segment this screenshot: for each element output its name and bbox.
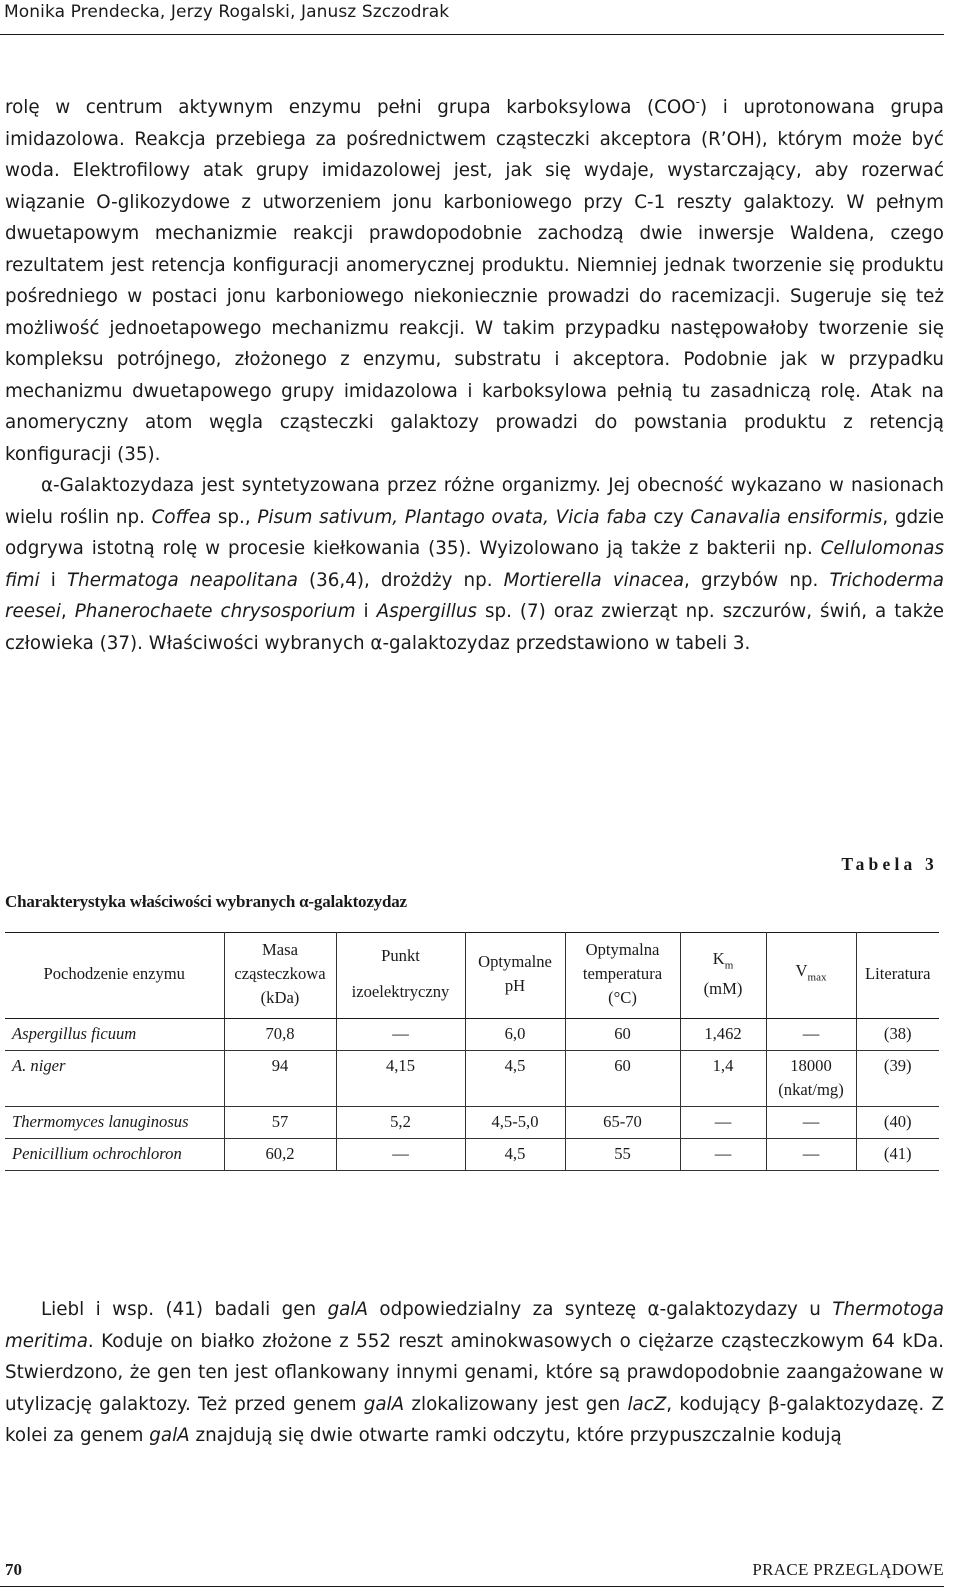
cell-ph	[465, 1139, 565, 1171]
text-run: (36,4), drożdży np.	[297, 569, 504, 591]
text-run: sp. (7) oraz zwierząt np. szczurów, świń, a także człowieka (37). Właściwości wybranych α-galaktozydaz przedstawiono w tabeli 3.	[5, 601, 944, 654]
cell-temp	[565, 1107, 680, 1139]
italic-term: lacZ	[627, 1393, 667, 1415]
cell-origin-value: Thermomyces lanuginosus	[12, 1112, 189, 1131]
text-run: zlokalizowany jest gen	[404, 1393, 628, 1415]
cell-km-value: 1,462	[704, 1024, 742, 1043]
header-km-base: K	[712, 948, 725, 968]
cell-vmax	[766, 1139, 856, 1171]
italic-term: Aspergillus	[376, 601, 477, 623]
text-run: rolę w centrum aktywnym enzymu pełni grupa karboksylowa (COO	[5, 97, 696, 119]
italic-term: Canavalia ensiformis	[690, 506, 883, 528]
text-run: odpowiedzialny za syntezę α-galaktozydazy u	[367, 1299, 833, 1320]
header-mass-line1: Masa	[262, 940, 298, 959]
header-vmax-sub: max	[807, 971, 827, 984]
cell-km-value: —	[714, 1144, 732, 1163]
cell-km-value: —	[714, 1112, 732, 1131]
cell-km	[680, 1051, 766, 1107]
header-ph-line2: pH	[504, 976, 526, 995]
cell-temp-value: 60	[614, 1056, 631, 1075]
italic-term: Trichoderma reesei	[5, 569, 944, 623]
cell-mass-value: 94	[271, 1056, 289, 1075]
galactosidase-table	[5, 932, 939, 1171]
header-pi-line2: izoelektryczny	[351, 982, 450, 1001]
header-vmax	[766, 933, 856, 1019]
cell-vmax-unit: (nkat/mg)	[778, 1080, 844, 1099]
text-run: czy	[646, 506, 691, 528]
header-isoelectric-point	[336, 933, 465, 1019]
cell-vmax-value: —	[802, 1024, 820, 1043]
footer-rule	[0, 1586, 944, 1587]
cell-ref	[856, 1019, 939, 1051]
header-temp-line1: Optymalna	[585, 940, 660, 959]
header-km-unit: (mM)	[703, 979, 743, 999]
header-mass-line3: (kDa)	[260, 988, 300, 1007]
cell-km-value: 1,4	[712, 1056, 734, 1075]
cell-ph	[465, 1107, 565, 1139]
running-head: Monika Prendecka, Jerzy Rogalski, Janusz Szczodrak	[4, 2, 450, 22]
text-run: i	[355, 601, 377, 623]
header-origin: Pochodzenie enzymu	[5, 933, 224, 1019]
cell-pi-value: —	[392, 1024, 409, 1043]
cell-pi	[336, 1139, 465, 1171]
cell-pi-value: —	[392, 1144, 409, 1163]
header-optimal-temperature	[565, 933, 680, 1019]
cell-ph	[465, 1019, 565, 1051]
cell-ph-value: 4,5	[504, 1144, 526, 1163]
cell-ph-value: 4,5	[504, 1056, 526, 1075]
body-text-bottom	[5, 1294, 944, 1452]
italic-term: Thermatoga neapolitana	[67, 569, 298, 591]
cell-pi-value: 5,2	[390, 1112, 411, 1131]
header-km	[680, 933, 766, 1019]
cell-vmax	[766, 1019, 856, 1051]
cell-mass	[224, 1019, 336, 1051]
header-reference: Literatura	[856, 933, 939, 1019]
text-run: sp.,	[211, 506, 258, 528]
italic-term: galA	[327, 1299, 368, 1320]
cell-ref	[856, 1139, 939, 1171]
header-rule	[0, 34, 944, 35]
table-row	[5, 1051, 939, 1107]
cell-vmax	[766, 1107, 856, 1139]
cell-temp	[565, 1051, 680, 1107]
cell-mass-value: 57	[271, 1112, 289, 1131]
cell-ref-value: (38)	[883, 1024, 912, 1043]
cell-ref-value: (39)	[883, 1056, 912, 1075]
cell-pi-value: 4,15	[385, 1056, 416, 1075]
cell-km	[680, 1019, 766, 1051]
text-run: , gdzie odgrywa istotną rolę w procesie kiełkowania (35). Wyizolowano ją także z bakterii np.	[5, 506, 944, 560]
italic-term: Phanerochaete chrysosporium	[74, 601, 356, 623]
text-run: , kodujący β-galaktozydazę. Z kolei za genem	[5, 1393, 944, 1446]
header-vmax-base: V	[795, 960, 808, 980]
cell-pi	[336, 1107, 465, 1139]
cell-vmax-value: 18000	[790, 1056, 832, 1075]
cell-temp-value: 65-70	[603, 1112, 642, 1131]
table-label: Tabela 3	[841, 854, 938, 874]
cell-ph	[465, 1051, 565, 1107]
cell-origin-value: A. niger	[12, 1056, 66, 1075]
cell-origin	[5, 1051, 224, 1107]
cell-mass	[224, 1107, 336, 1139]
cell-temp	[565, 1139, 680, 1171]
text-run: i	[39, 569, 67, 591]
text-run: ) i uprotonowana grupa imidazolowa. Reakcja przebiega za pośrednictwem cząsteczki akceptora (R’OH), którym może być woda. Elektrofilowy atak grupy imidazolowej jest, jak się wydaje, wystarczający, aby rozerwać wiązanie O-glikozydowe z utworzeniem jonu karboniowego przy C-1 reszty galaktozy. W pełnym dwuetapowym mechanizmie reakcji prawdopodobnie zachodzą dwie inwersje Waldena, czego rezultatem jest retencja konfiguracji anomerycznej produktu. Niemniej jednak tworzenie się produktu pośredniego w postaci jonu karboniowego niekoniecznie prowadzi do racemizacji. Sugeruje się też możliwość jednoetapowego mechanizmu reakcji. W takim przypadku następowałoby tworzenie się kompleksu potrójnego, złożonego z enzymu, substratu i akceptora. Podobnie jak w przypadku mechanizmu dwuetapowego grupy imidazolowa i karboksylowa pełnią tu zasadniczą rolę. Atak na anomeryczny atom węgla cząsteczki galaktozy prowadzi do powstania produktu z retencją konfiguracji (35).	[5, 97, 944, 465]
header-temp-line2: temperatura	[582, 964, 663, 983]
table-caption-text: Charakterystyka właściwości wybranych α-galaktozydaz	[5, 892, 407, 911]
italic-term: Pisum sativum, Plantago ovata, Vicia faba	[257, 506, 647, 528]
text-run: . Koduje on białko złożone z 552 reszt aminokwasowych o ciężarze cząsteczkowym 64 kDa. Stwierdzono, że gen ten jest oflankowany innymi genami, które są prawdopodobnie zaangażowane w utylizację galaktozy. Też przed genem	[5, 1330, 944, 1415]
cell-ref-value: (41)	[883, 1144, 912, 1163]
header-km-symbol	[684, 947, 763, 977]
cell-mass-value: 60,2	[265, 1144, 295, 1163]
header-temp-line3: (°C)	[608, 988, 637, 1007]
table-row	[5, 1019, 939, 1051]
cell-origin	[5, 1107, 224, 1139]
cell-temp-value: 60	[614, 1024, 631, 1043]
header-optimal-ph	[465, 933, 565, 1019]
cell-ph-value: 6,0	[504, 1024, 526, 1043]
body-text-top	[5, 87, 944, 659]
italic-term: galA	[363, 1393, 405, 1415]
table-header-row	[5, 933, 939, 1019]
italic-term: Cellulomonas fimi	[5, 538, 944, 591]
cell-km	[680, 1107, 766, 1139]
cell-origin	[5, 1019, 224, 1051]
text-run: Liebl i wsp. (41) badali gen	[41, 1299, 328, 1320]
cell-ref-value: (40)	[883, 1112, 912, 1131]
cell-origin-value: Penicillium ochrochloron	[12, 1144, 182, 1163]
paragraph-gala-gene	[5, 1294, 944, 1452]
cell-temp	[565, 1019, 680, 1051]
text-run: znajdują się dwie otwarte ramki odczytu, które przypuszczalnie kodują	[189, 1425, 842, 1446]
header-ph-line1: Optymalne	[478, 952, 552, 971]
cell-ph-value: 4,5-5,0	[491, 1112, 539, 1131]
cell-temp-value: 55	[614, 1144, 631, 1163]
paragraph-occurrence	[5, 470, 944, 659]
table-row	[5, 1107, 939, 1139]
superscript: -	[695, 95, 701, 109]
italic-term: galA	[149, 1425, 190, 1446]
cell-origin-value: Aspergillus ficuum	[12, 1024, 137, 1043]
italic-term: Mortierella vinacea	[503, 569, 685, 591]
header-pi-line1: Punkt	[381, 946, 420, 965]
text-run: α-Galaktozydaza jest syntetyzowana przez różne organizmy. Jej obecność wykazano w nasionach wielu roślin np.	[5, 475, 944, 528]
italic-term: Thermotoga meritima	[5, 1299, 944, 1352]
table-caption	[5, 892, 407, 912]
cell-mass	[224, 1051, 336, 1107]
header-molecular-mass	[224, 933, 336, 1019]
cell-origin	[5, 1139, 224, 1171]
journal-name: PRACE PRZEGLĄDOWE	[752, 1560, 944, 1579]
cell-km	[680, 1139, 766, 1171]
cell-ref	[856, 1051, 939, 1107]
header-mass-line2: cząsteczkowa	[234, 964, 326, 983]
cell-vmax-value: —	[802, 1112, 820, 1131]
text-run: ,	[60, 601, 75, 623]
cell-mass-value: 70,8	[265, 1024, 295, 1043]
paragraph-mechanism	[5, 87, 944, 470]
cell-vmax	[766, 1051, 856, 1107]
italic-term: Coffea	[151, 506, 212, 528]
text-run: , grzybów np.	[684, 569, 830, 591]
table-body	[5, 1019, 939, 1171]
page-number: 70	[5, 1560, 22, 1579]
header-km-sub: m	[724, 959, 734, 972]
cell-mass	[224, 1139, 336, 1171]
cell-pi	[336, 1019, 465, 1051]
cell-ref	[856, 1107, 939, 1139]
cell-pi	[336, 1051, 465, 1107]
cell-vmax-value: —	[802, 1144, 820, 1163]
table-row	[5, 1139, 939, 1171]
